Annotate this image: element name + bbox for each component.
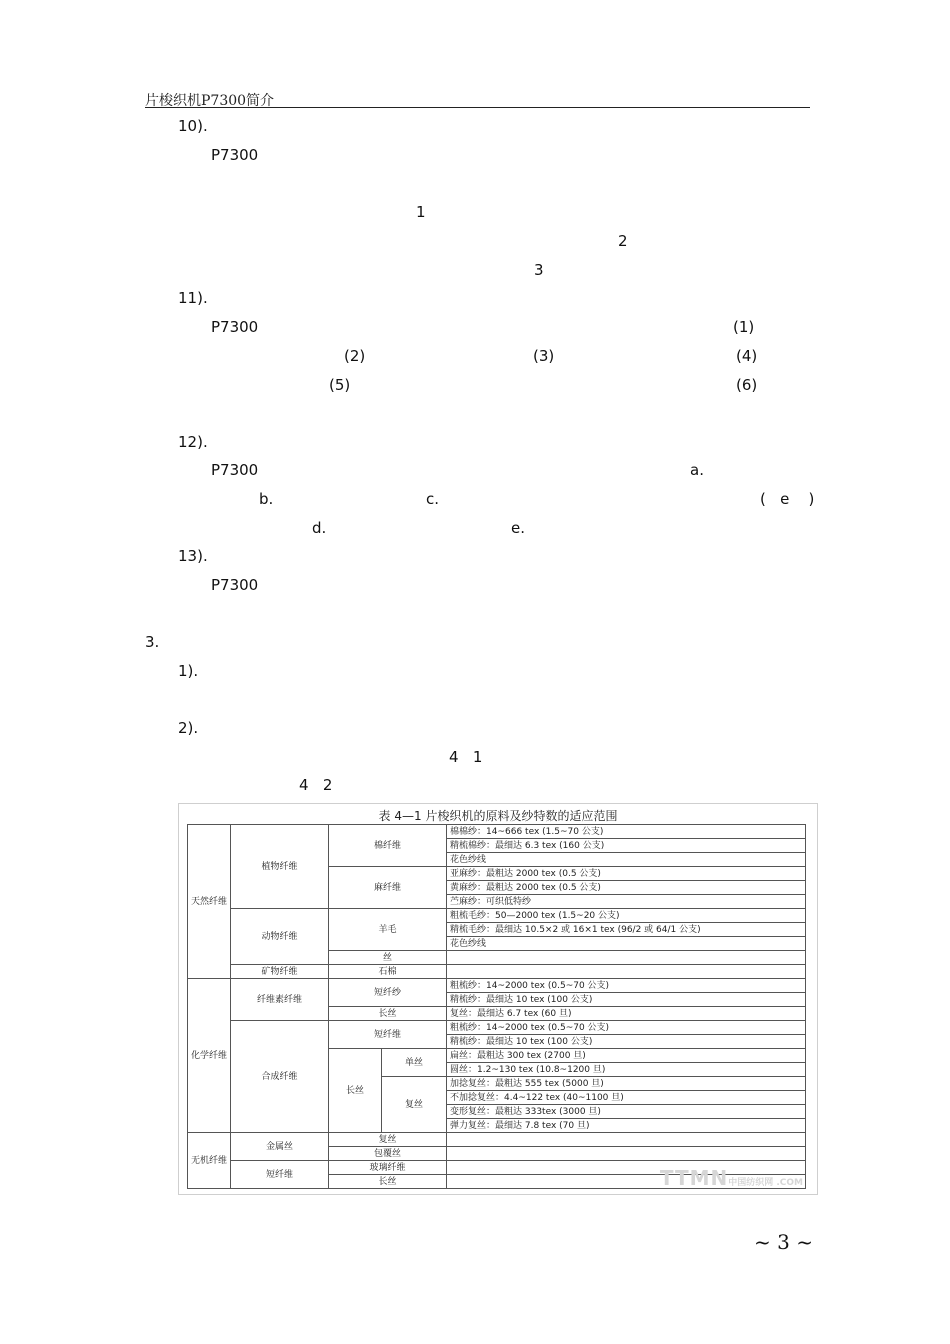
item-13-model: P7300 [211,576,259,594]
item-10-ref-1: 1 [416,203,426,221]
item-10-ref-2: 2 [618,232,628,250]
table-row [188,979,806,993]
item-11-ref-6: (6) [736,376,758,394]
sub-synthetic-fiber: 合成纤维 [231,1021,329,1133]
item-11-model: P7300 [211,318,259,336]
spec-cell: 精梳棉纱：最细达 6.3 tex (160 公支) [447,839,806,853]
spec-cell: 扁丝：最粗达 300 tex (2700 旦) [447,1049,806,1063]
table-row [188,1021,806,1035]
item-12-ref-e: e. [511,519,525,537]
table-row [188,965,806,979]
sub-animal-fiber: 动物纤维 [231,909,329,965]
spec-cell-empty [447,1133,806,1147]
section-3-item-2: 2). [178,719,199,737]
spec-cell-empty [447,951,806,965]
table-row [188,909,806,923]
material-table-figure [178,803,818,1195]
spec-cell: 精梳纱：最细达 10 tex (100 公支) [447,1035,806,1049]
spec-cell: 花色纱线 [447,937,806,951]
table-ref-4-1: 4 1 [449,748,483,766]
item-11-ref-5: (5) [329,376,351,394]
type-filament: 长丝 [329,1007,447,1021]
spec-cell: 变形复丝：最粗达 333tex (3000 旦) [447,1105,806,1119]
material-spec-table [187,824,806,1189]
spec-cell: 苎麻纱：可织低特纱 [447,895,806,909]
section-3-item-1: 1). [178,662,199,680]
spec-cell: 精梳毛纱：最细达 10.5×2 或 16×1 tex (96/2 或 64/1 公支) [447,923,806,937]
item-12-ref-c: c. [426,490,440,508]
sub-short-fiber: 短纤维 [231,1161,329,1189]
item-12-ref-d: d. [312,519,327,537]
type-multifilament: 复丝 [382,1077,447,1133]
type-long-filament-2: 长丝 [329,1175,447,1189]
table-ref-4-2: 4 2 [299,776,333,794]
type-long-filament: 长丝 [329,1049,382,1133]
item-10-ref-3: 3 [534,261,544,279]
type-cotton: 棉纤维 [329,825,447,867]
watermark-logo: TTMN中国纺织网 .COM [659,1166,803,1190]
spec-cell: 圆丝：1.2~130 tex (10.8~1200 旦) [447,1063,806,1077]
spec-cell: 复丝：最细达 6.7 tex (60 旦) [447,1007,806,1021]
sub-cellulose-fiber: 纤维素纤维 [231,979,329,1021]
item-12-model: P7300 [211,461,259,479]
page-number: ~ 3 ~ [754,1230,813,1254]
spec-cell-empty [447,965,806,979]
spec-cell: 粗梳毛纱：50—2000 tex (1.5~20 公支) [447,909,806,923]
table-row [188,1133,806,1147]
item-12-ref-a: a. [690,461,704,479]
table-title: 表 4—1 片梭织机的原料及纱特数的适应范围 [378,809,618,823]
item-11-ref-4: (4) [736,347,758,365]
sub-plant-fiber: 植物纤维 [231,825,329,909]
item-12-ref-b: b. [259,490,274,508]
item-10-number: 10). [178,117,208,135]
table-row [188,825,806,839]
spec-cell: 亚麻纱：最粗达 2000 tex (0.5 公支) [447,867,806,881]
spec-cell: 棉棉纱：14~666 tex (1.5~70 公支) [447,825,806,839]
item-12-ref-e-paren: ( e ) [760,490,815,508]
spec-cell: 花色纱线 [447,853,806,867]
header-rule [145,107,810,108]
item-13-number: 13). [178,547,208,565]
page-header-title: 片梭织机P7300简介 [145,93,275,109]
spec-cell: 粗梳纱：14~2000 tex (0.5~70 公支) [447,1021,806,1035]
type-staple: 短纤维 [329,1021,447,1049]
item-11-number: 11). [178,289,208,307]
item-10-model: P7300 [211,146,259,164]
item-11-ref-1: (1) [733,318,755,336]
spec-cell: 粗梳纱：14~2000 tex (0.5~70 公支) [447,979,806,993]
group-natural-fiber: 天然纤维 [188,825,231,979]
group-inorganic-fiber: 无机纤维 [188,1133,231,1189]
type-metal-multifilament: 复丝 [329,1133,447,1147]
sub-mineral-fiber: 矿物纤维 [231,965,329,979]
type-glass-fiber: 玻璃纤维 [329,1161,447,1175]
type-coated-wire: 包覆丝 [329,1147,447,1161]
type-monofilament: 单丝 [382,1049,447,1077]
spec-cell: 精梳纱：最细达 10 tex (100 公支) [447,993,806,1007]
spec-cell: 加捻复丝：最粗达 555 tex (5000 旦) [447,1077,806,1091]
sub-metal-wire: 金属丝 [231,1133,329,1161]
section-3-number: 3. [145,633,160,651]
type-wool: 羊毛 [329,909,447,951]
spec-cell: 不加捻复丝：4.4~122 tex (40~1100 旦) [447,1091,806,1105]
type-hemp: 麻纤维 [329,867,447,909]
spec-cell: 弹力复丝：最细达 7.8 tex (70 旦) [447,1119,806,1133]
type-asbestos: 石棉 [329,965,447,979]
spec-cell-empty [447,1147,806,1161]
item-12-number: 12). [178,433,208,451]
item-11-ref-3: (3) [533,347,555,365]
spec-cell: 黄麻纱：最粗达 2000 tex (0.5 公支) [447,881,806,895]
type-staple-yarn: 短纤纱 [329,979,447,1007]
group-chemical-fiber: 化学纤维 [188,979,231,1133]
item-11-ref-2: (2) [344,347,366,365]
type-silk: 丝 [329,951,447,965]
